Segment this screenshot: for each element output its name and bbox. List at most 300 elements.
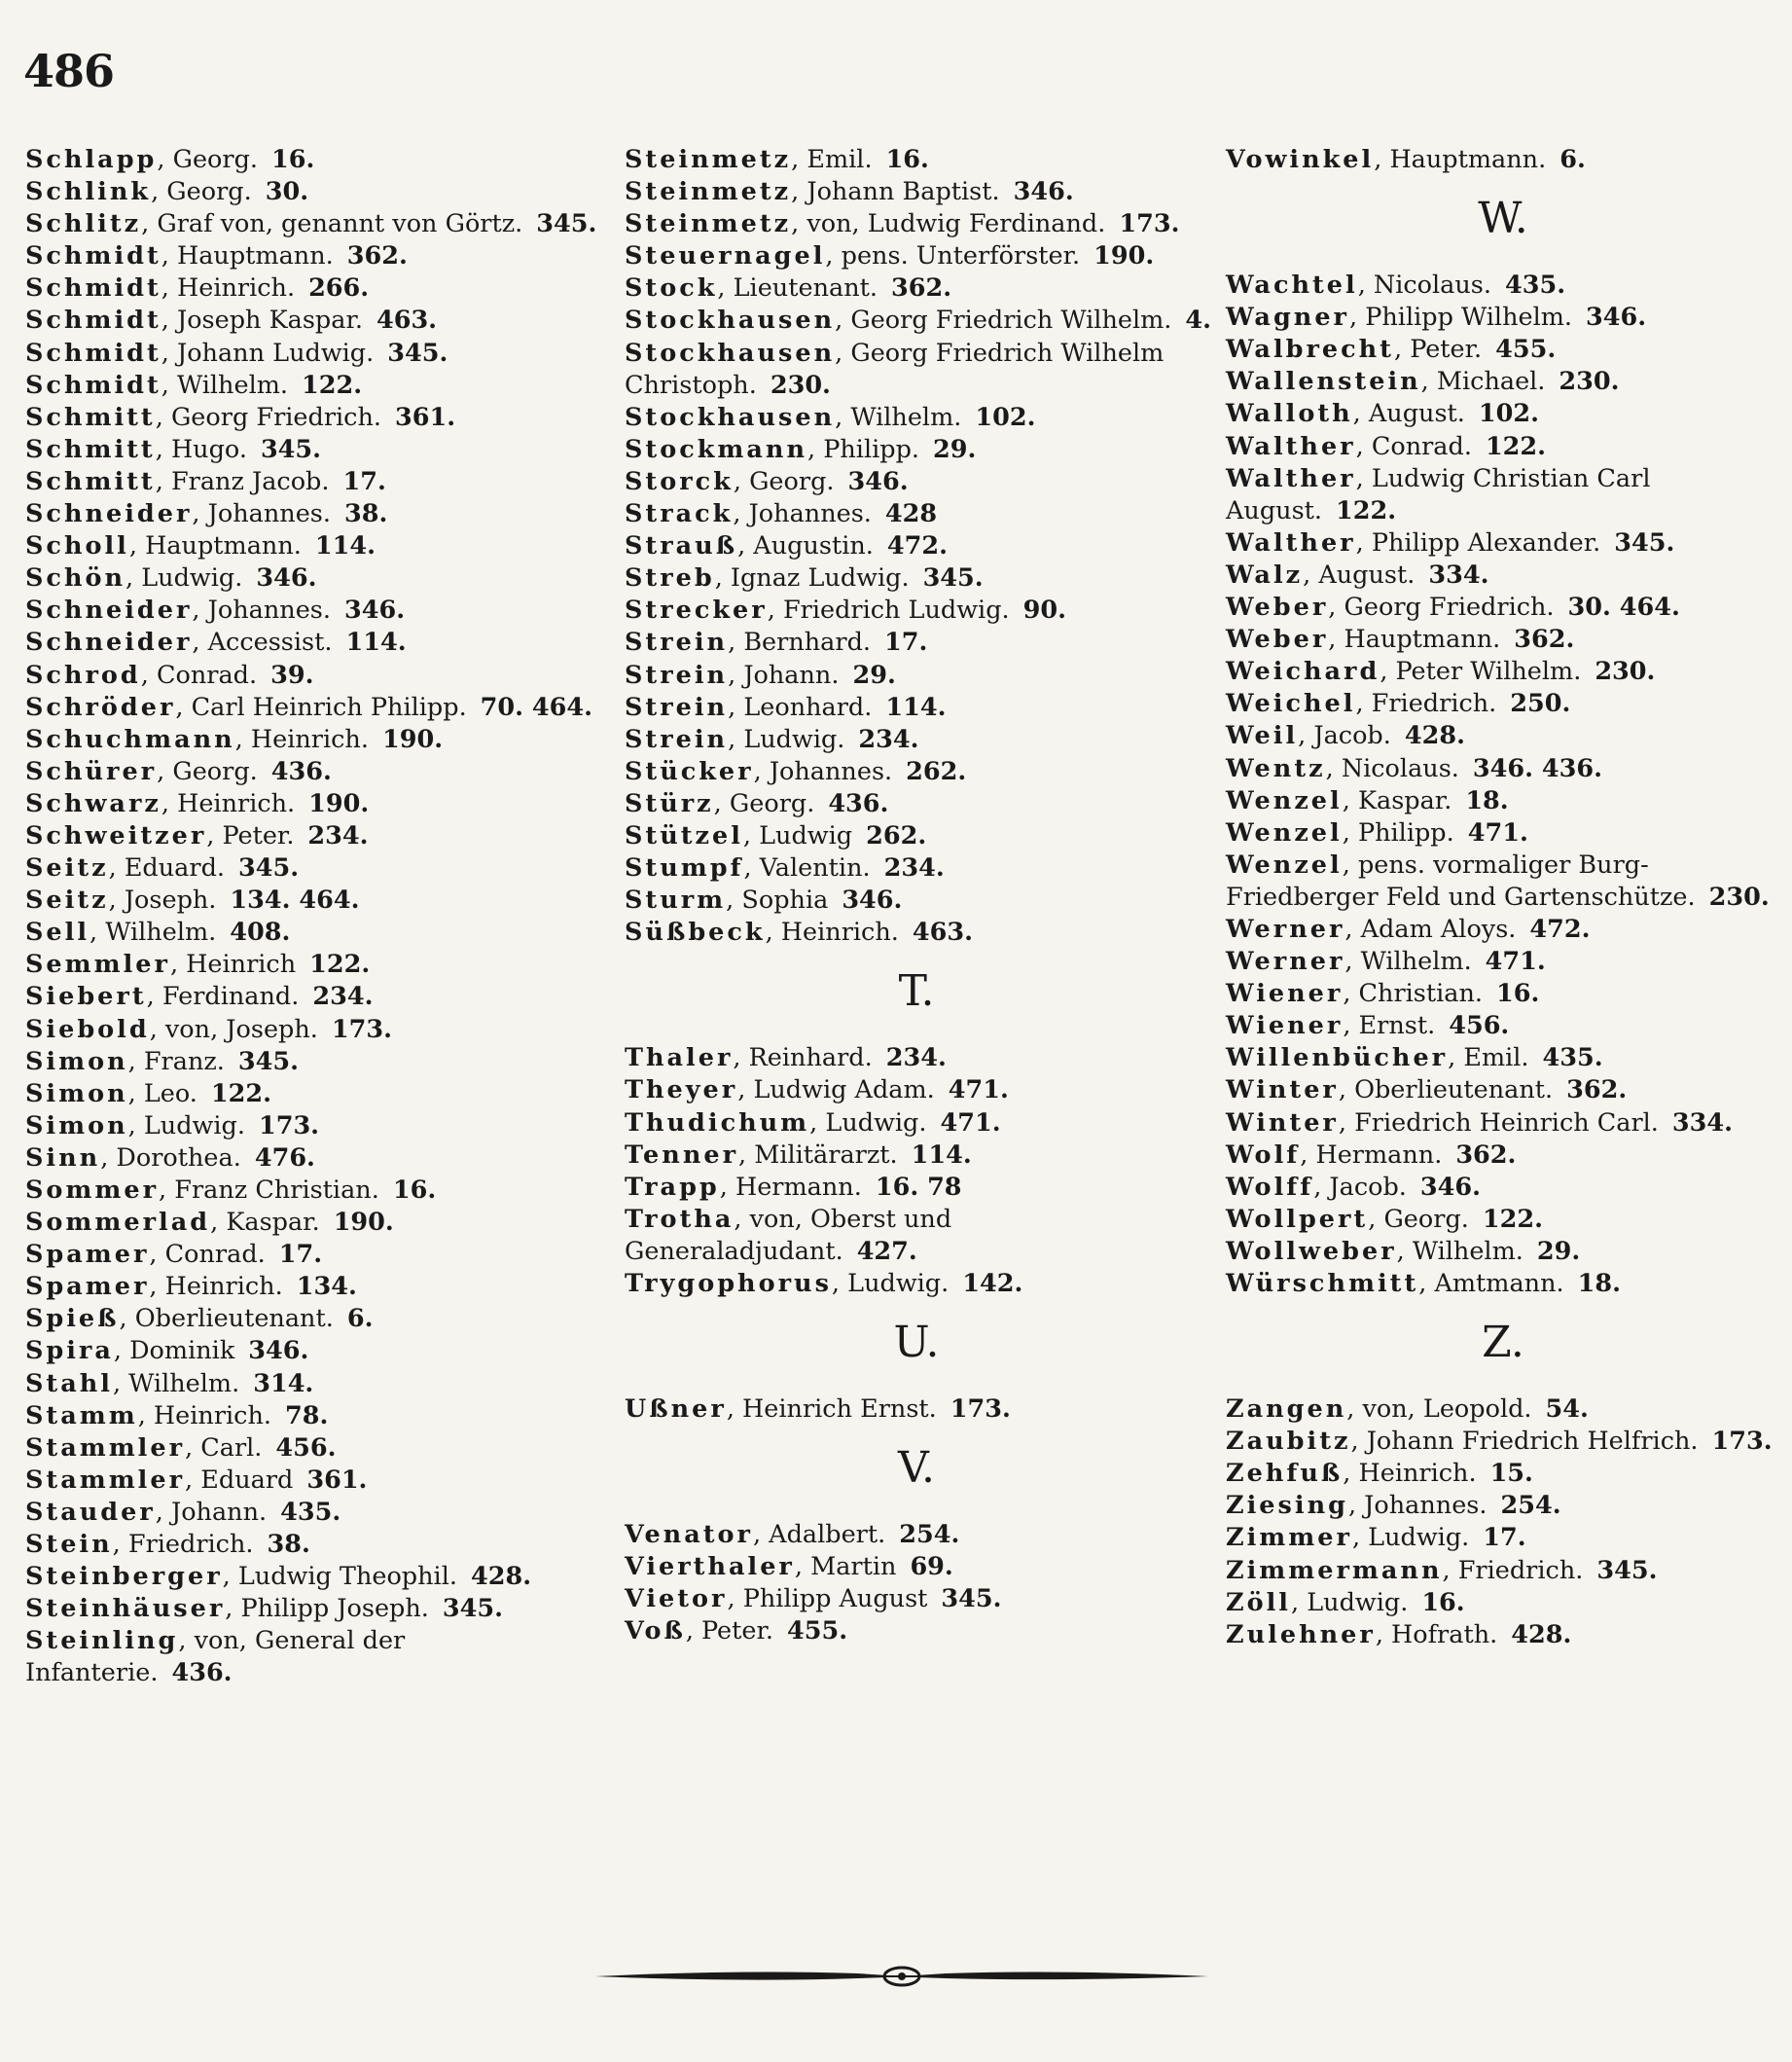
index-entry: Willenbücher, Emil. 435. [1226,1043,1603,1073]
entry-details: Wilhelm. [1360,947,1472,977]
section-letter: V. [897,1443,936,1494]
entry-details: Johannes. [207,499,331,529]
entry-pages: 456. [1449,1011,1510,1041]
entry-pages: 18. [1577,1269,1622,1298]
entry-surname: Zulehner [1226,1619,1376,1649]
entry-surname: Willenbücher [1226,1043,1449,1073]
entry-details: Kaspar. [226,1208,320,1238]
index-entry: Ußner, Heinrich Ernst. 173. [625,1394,1011,1425]
index-entry: Schmidt, Johann Ludwig. 345. [25,338,448,368]
entry-pages: 346. [842,886,903,916]
entry-surname: Walloth [1226,399,1353,429]
index-column-3 [1226,144,1780,1651]
index-entry: Streb, Ignaz Ludwig. 345. [625,563,984,594]
entry-surname: Seitz [25,886,109,916]
entry-pages: 471. [940,1107,1001,1138]
entry-pages: 114. [911,1140,972,1170]
entry-pages: 69. [910,1552,953,1582]
index-entry: Strauß, Augustin. 472. [625,531,949,561]
entry-pages: 455. [1495,335,1557,365]
entry-details: Ignaz Ludwig. [730,563,910,594]
entry-details: Heinrich [186,950,297,980]
entry-surname: Stock [625,273,718,304]
entry-surname: Simon [25,1110,128,1140]
index-entry: Wolff, Jacob. 346. [1226,1172,1482,1202]
entry-surname: Schwarz [25,788,161,818]
entry-pages: 114. [885,692,947,722]
index-entry: Stücker, Johannes. 262. [625,756,967,786]
end-ornament [595,1962,1208,1991]
entry-surname: Walther [1226,463,1356,493]
index-entry: Ziesing, Johannes. 254. [1226,1491,1561,1521]
entry-surname: Winter [1226,1107,1339,1138]
entry-pages: 29. [1536,1236,1581,1266]
entry-surname: Schmitt [25,402,156,432]
entry-pages: 346. 436. [1472,753,1602,783]
entry-surname: Stauder [25,1497,156,1527]
index-entry: Steinling, von, General der Infanterie. 436. [25,1626,406,1688]
entry-details: Ludwig. [825,1107,927,1138]
entry-details: Johann Baptist. [806,177,1000,207]
entry-surname: Werner [1226,947,1345,977]
entry-surname: Schröder [25,692,176,722]
entry-surname: Schmitt [25,434,156,464]
entry-pages: 29. [933,434,977,464]
index-entry: Theyer, Ludwig Adam. 471. [625,1075,1009,1105]
entry-surname: Sinn [25,1142,101,1173]
entry-surname: Schlink [25,177,152,207]
entry-details: Ludwig Christian Carl August. [1226,463,1651,525]
entry-details: Hauptmann. [1389,145,1547,174]
index-entry: Vierthaler, Martin 69. [625,1552,953,1582]
entry-pages: 102. [975,402,1036,432]
entry-pages: 17. [278,1240,323,1270]
index-entry: Winter, Friedrich Heinrich Carl. 334. [1226,1107,1734,1138]
entry-surname: Wiener [1226,979,1344,1009]
index-entry: Schmidt, Joseph Kaspar. 463. [25,306,438,336]
entry-surname: Zaubitz [1226,1427,1351,1457]
entry-pages: 346. [1013,177,1074,207]
entry-pages: 361. [394,402,456,432]
entry-surname: Steinhäuser [25,1594,226,1624]
entry-pages: 254. [899,1520,960,1550]
entry-pages: 114. [314,531,376,561]
entry-surname: Streb [625,563,715,594]
index-entry: Zulehner, Hofrath. 428. [1226,1619,1572,1649]
entry-surname: Simon [25,1046,128,1076]
entry-pages: 234. [858,724,919,754]
index-entry: Strack, Johannes. 428 [625,499,938,529]
entry-surname: Voß [625,1616,686,1646]
entry-details: Leo. [143,1078,197,1108]
entry-surname: Steuernagel [625,241,826,271]
index-entry: Winter, Oberlieutenant. 362. [1226,1075,1628,1105]
index-entry: Sturm, Sophia 346. [625,886,903,916]
entry-pages: 142. [962,1269,1023,1298]
index-entry: Wollweber, Wilhelm. 29. [1226,1236,1581,1266]
entry-details: Hauptmann. [145,531,302,561]
index-entry: Seitz, Eduard. 345. [25,853,300,884]
entry-details: Philipp Wilhelm. [1365,303,1573,333]
entry-pages: 346. [248,1336,309,1366]
entry-details: Graf von, genannt von Görtz. [157,209,523,239]
entry-surname: Winter [1226,1075,1339,1105]
index-entry: Stockhausen, Georg Friedrich Wilhelm. 4. [625,306,1212,336]
section-letter: Z. [1482,1318,1524,1368]
entry-details: Peter Wilhelm. [1395,657,1582,687]
entry-pages: 334. [1428,560,1489,590]
entry-details: Wilhelm. [176,370,289,400]
entry-pages: 262. [866,820,927,850]
entry-pages: 17. [1483,1523,1526,1553]
entry-pages: 134. [296,1272,357,1302]
index-entry: Stockhausen, Wilhelm. 102. [625,402,1036,432]
entry-details: Eduard. [124,853,225,884]
index-entry: Wenzel, Kaspar. 18. [1226,785,1509,815]
index-entry: Thudichum, Ludwig. 471. [625,1107,1001,1138]
entry-surname: Trapp [625,1172,720,1202]
entry-details: Conrad. [1371,431,1472,461]
entry-details: Joseph Kaspar. [176,306,363,336]
entry-details: Kaspar. [1357,785,1452,815]
entry-surname: Walz [1226,560,1304,590]
entry-details: Friedrich. [1371,689,1497,719]
entry-pages: 345. [1596,1555,1658,1585]
entry-pages: 234. [312,982,374,1012]
entry-pages: 38. [267,1530,310,1560]
entry-pages: 254. [1500,1491,1561,1521]
entry-surname: Schneider [25,628,193,658]
entry-pages: 436. [828,788,889,818]
index-entry: Scholl, Hauptmann. 114. [25,531,376,561]
entry-pages: 29. [852,660,896,690]
entry-surname: Stammler [25,1432,186,1463]
index-entry: Sell, Wilhelm. 408. [25,918,291,948]
index-entry: Wallenstein, Michael. 230. [1226,367,1620,397]
entry-details: Johannes. [748,499,872,529]
entry-details: Sophia [741,886,829,916]
entry-pages: 134. 464. [230,886,360,916]
entry-pages: 428 [884,499,938,529]
entry-details: Hauptmann. [176,241,334,271]
entry-surname: Vietor [625,1584,728,1614]
entry-pages: 361. [306,1465,368,1495]
entry-surname: Stockhausen [625,402,836,432]
index-entry: Simon, Ludwig. 173. [25,1110,320,1140]
entry-surname: Schlitz [25,209,142,239]
entry-surname: Schön [25,563,126,594]
entry-surname: Schlapp [25,145,158,174]
entry-pages: 428. [1511,1619,1572,1649]
index-entry: Trapp, Hermann. 16. 78 [625,1172,962,1202]
entry-surname: Weil [1226,721,1299,751]
entry-pages: 173. [258,1110,320,1140]
entry-details: Augustin. [753,531,874,561]
index-entry: Wagner, Philipp Wilhelm. 346. [1226,303,1647,333]
index-entry: Wollpert, Georg. 122. [1226,1204,1543,1234]
entry-pages: 435. [1542,1043,1603,1073]
entry-pages: 455. [786,1616,848,1646]
entry-surname: Stahl [25,1368,113,1398]
entry-surname: Vowinkel [1226,145,1375,174]
entry-details: Georg. [729,788,815,818]
entry-pages: 173. [1119,209,1180,239]
entry-surname: Wolf [1226,1140,1301,1170]
entry-pages: 345. [941,1584,1002,1614]
entry-pages: 16. [885,145,929,174]
entry-pages: 346. [256,563,317,594]
index-entry: Wiener, Christian. 16. [1226,979,1540,1009]
index-entry: Zöll, Ludwig. 16. [1226,1587,1465,1617]
entry-pages: 230. [770,370,831,400]
entry-details: Georg Friedrich Wilhelm. [850,306,1172,336]
entry-details: Philipp. [823,434,920,464]
entry-surname: Thaler [625,1043,734,1073]
entry-details: Wilhelm. [1412,1236,1523,1266]
entry-surname: Spira [25,1336,114,1366]
entry-pages: 38. [343,499,388,529]
entry-pages: 345. [922,563,984,594]
entry-surname: Schmidt [25,338,161,368]
entry-surname: Trotha [625,1204,735,1234]
entry-surname: Steinmetz [625,177,792,207]
entry-surname: Wagner [1226,303,1349,333]
index-column-2 [625,144,1212,1648]
entry-details: Heinrich. [1358,1459,1477,1489]
entry-details: Valentin. [759,853,871,884]
index-entry: Schrod, Conrad. 39. [25,660,314,690]
index-entry: Weber, Hauptmann. 362. [1226,625,1575,655]
entry-surname: Werner [1226,914,1345,944]
entry-surname: Stein [25,1530,113,1560]
entry-pages: 345. [260,434,322,464]
entry-pages: 472. [886,531,949,561]
entry-surname: Stockmann [625,434,807,464]
entry-pages: 122. [309,950,371,980]
entry-details: Georg. [172,756,258,786]
entry-pages: 346. [1586,303,1647,333]
index-entry: Zangen, von, Leopold. 54. [1226,1394,1589,1425]
entry-details: Hofrath. [1391,1619,1498,1649]
index-entry: Stein, Friedrich. 38. [25,1530,310,1560]
entry-pages: 16. 78 [875,1172,962,1202]
index-entry: Vowinkel, Hauptmann. 6. [1226,145,1586,174]
entry-pages: 345. [536,209,597,239]
index-entry: Spamer, Heinrich. 134. [25,1272,357,1302]
entry-surname: Stockhausen [625,306,836,336]
entry-surname: Sommer [25,1176,160,1205]
entry-surname: Stumpf [625,853,744,884]
entry-surname: Stützel [625,820,743,850]
index-entry: Sommerlad, Kaspar. 190. [25,1208,394,1238]
entry-surname: Weber [1226,593,1329,623]
entry-pages: 234. [885,1043,947,1073]
entry-details: Heinrich. [164,1272,283,1302]
entry-surname: Steinling [25,1626,179,1656]
index-entry: Schön, Ludwig. 346. [25,563,317,594]
entry-surname: Sommerlad [25,1208,211,1238]
entry-surname: Schmidt [25,306,161,336]
entry-details: Ludwig Theophil. [237,1562,457,1592]
section-letter: U. [893,1318,940,1368]
index-entry: Walz, August. 334. [1226,560,1489,590]
entry-details: Franz Jacob. [170,466,330,496]
entry-surname: Zimmermann [1226,1555,1443,1585]
entry-surname: Strauß [625,531,738,561]
entry-pages: 16. [392,1176,437,1205]
index-entry: Strein, Bernhard. 17. [625,628,928,658]
entry-surname: Steinmetz [625,145,792,174]
entry-surname: Schmitt [25,466,156,496]
entry-pages: 39. [270,660,314,690]
entry-surname: Scholl [25,531,129,561]
entry-surname: Stamm [25,1400,138,1430]
entry-details: Philipp Joseph. [240,1594,429,1624]
index-entry: Schröder, Carl Heinrich Philipp. 70. 464. [25,692,593,722]
section-letter: T. [898,966,935,1017]
entry-pages: 362. [1455,1140,1517,1170]
entry-details: Emil. [1463,1043,1529,1073]
entry-details: Amtmann. [1434,1269,1564,1298]
entry-details: Ludwig. [743,724,845,754]
entry-pages: 173. [331,1014,393,1044]
entry-surname: Simon [25,1078,128,1108]
index-entry: Schuchmann, Heinrich. 190. [25,724,444,754]
entry-surname: Strein [625,724,729,754]
index-entry: Trygophorus, Ludwig. 142. [625,1269,1023,1298]
entry-details: Peter. [701,1616,773,1646]
entry-pages: 16. [271,145,315,174]
entry-details: Philipp August [742,1584,928,1614]
entry-details: Dominik [129,1336,235,1366]
entry-details: von, General der Infanterie. [25,1626,406,1688]
entry-details: Heinrich. [153,1400,271,1430]
entry-pages: 471. [948,1075,1009,1105]
index-entry: Wenzel, Philipp. 471. [1226,817,1528,848]
entry-details: Christian. [1358,979,1484,1009]
entry-details: Eduard [200,1465,294,1495]
entry-surname: Wachtel [1226,271,1358,301]
index-entry: Stürz, Georg. 436. [625,788,889,818]
entry-surname: Walbrecht [1226,335,1394,365]
index-entry: Sinn, Dorothea. 476. [25,1142,315,1173]
entry-details: Johann. [743,660,840,690]
entry-pages: 17. [342,466,386,496]
index-entry: Thaler, Reinhard. 234. [625,1043,947,1073]
index-entry: Werner, Adam Aloys. 472. [1226,914,1591,944]
entry-surname: Spamer [25,1272,150,1302]
entry-details: Martin [810,1552,897,1582]
entry-details: Militärarzt. [754,1140,898,1170]
entry-surname: Schneider [25,596,193,626]
entry-pages: 436. [171,1658,233,1688]
entry-details: Heinrich. [176,273,296,304]
entry-details: Peter. [1410,335,1483,365]
entry-pages: 15. [1489,1459,1533,1489]
index-entry: Weichel, Friedrich. 250. [1226,689,1571,719]
index-entry: Spamer, Conrad. 17. [25,1240,323,1270]
entry-pages: 230. [1708,882,1770,912]
entry-details: pens. vormaliger Burg-Friedberger Feld und Gartenschütze. [1226,850,1696,912]
entry-pages: 346. [1419,1172,1482,1202]
entry-details: Conrad. [156,660,258,690]
index-entry: Simon, Leo. 122. [25,1078,272,1108]
entry-details: Emil. [806,145,873,174]
entry-pages: 122. [1336,495,1397,525]
entry-details: Friedrich Heinrich Carl. [1354,1107,1659,1138]
entry-surname: Stücker [625,756,754,786]
index-entry: Stammler, Eduard 361. [25,1465,368,1495]
index-entry: Venator, Adalbert. 254. [625,1520,960,1550]
entry-pages: 436. [270,756,332,786]
index-entry: Schmidt, Wilhelm. 122. [25,370,363,400]
entry-surname: Strein [625,660,729,690]
page-number: 486 [23,45,115,97]
entry-pages: 463. [376,306,438,336]
entry-details: Friedrich. [1457,1555,1584,1585]
entry-surname: Stammler [25,1465,186,1495]
entry-surname: Schürer [25,756,158,786]
entry-details: Georg Friedrich. [170,402,381,432]
index-entry: Walther, Philipp Alexander. 345. [1226,527,1675,558]
index-entry: Wiener, Ernst. 456. [1226,1011,1510,1041]
index-entry: Zaubitz, Johann Friedrich Helfrich. 173. [1226,1427,1773,1457]
entry-surname: Wollpert [1226,1204,1369,1234]
entry-details: Wilhelm. [105,918,217,948]
entry-details: pens. Unterförster. [841,241,1081,271]
entry-pages: 122. [1485,431,1547,461]
entry-pages: 408. [230,918,291,948]
index-entry: Süßbeck, Heinrich. 463. [625,918,973,948]
entry-details: Nicolaus. [1373,271,1491,301]
entry-pages: 345. [387,338,448,368]
entry-surname: Strecker [625,596,768,626]
entry-details: Georg. [749,466,835,496]
entry-pages: 476. [254,1142,315,1173]
entry-surname: Walther [1226,431,1356,461]
entry-details: Lieutenant. [733,273,878,304]
entry-details: Carl. [200,1432,263,1463]
entry-details: Michael. [1436,367,1546,397]
entry-surname: Schneider [25,499,193,529]
entry-details: von, Ludwig Ferdinand. [806,209,1106,239]
entry-pages: 6. [346,1304,374,1334]
entry-details: Adalbert. [769,1520,886,1550]
entry-details: Ernst. [1358,1011,1436,1041]
entry-pages: 314. [253,1368,314,1398]
entry-details: August. [1368,399,1465,429]
entry-details: Heinrich. [250,724,369,754]
entry-surname: Wallenstein [1226,367,1421,397]
entry-details: Oberlieutenant. [134,1304,334,1334]
entry-details: Heinrich. [177,788,296,818]
index-entry: Trotha, von, Oberst und Generaladjudant. 427. [625,1204,952,1266]
index-entry: Walloth, August. 102. [1226,399,1540,429]
index-entry: Zimmermann, Friedrich. 345. [1226,1555,1658,1585]
entry-pages: 173. [950,1394,1011,1425]
entry-surname: Schmidt [25,241,161,271]
index-entry: Schmitt, Franz Jacob. 17. [25,466,386,496]
index-entry: Vietor, Philipp August 345. [625,1584,1002,1614]
entry-details: Franz Christian. [174,1176,379,1205]
index-entry: Stockhausen, Georg Friedrich Wilhelm Christoph. 230. [625,338,1165,400]
index-entry: Stumpf, Valentin. 234. [625,853,945,884]
entry-pages: 30. [265,177,309,207]
entry-pages: 463. [912,918,973,948]
entry-details: Wilhelm. [128,1368,240,1398]
entry-surname: Theyer [625,1075,738,1105]
index-entry: Schweitzer, Peter. 234. [25,820,369,850]
